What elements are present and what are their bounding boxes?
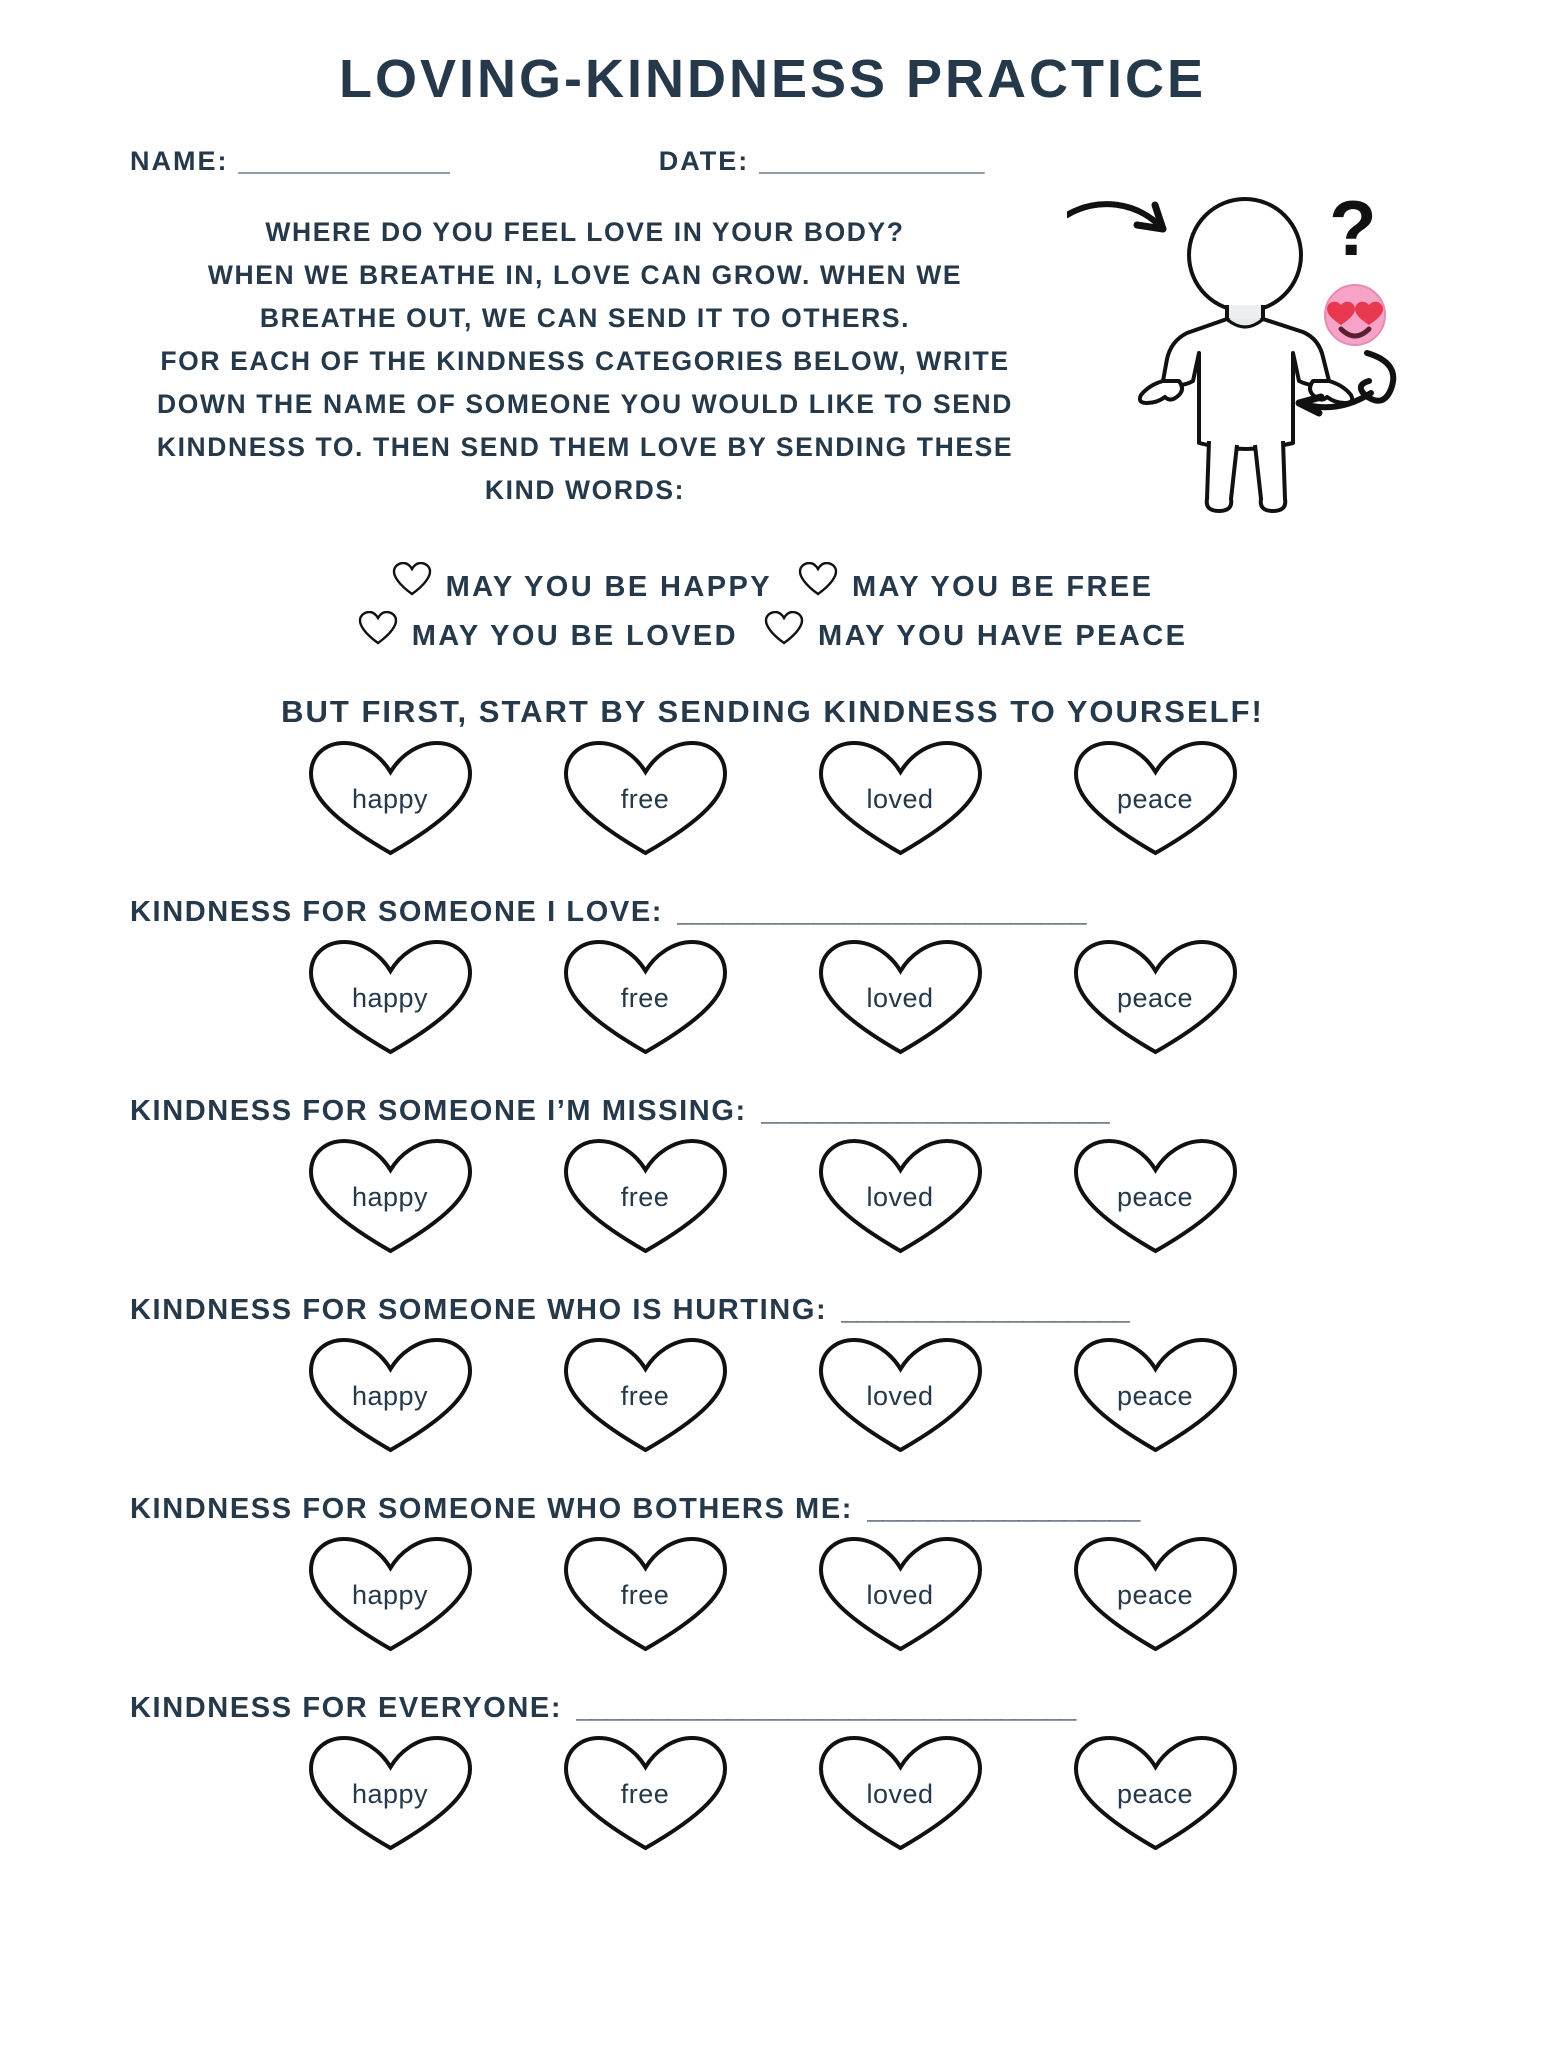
heart-checkbox-loved[interactable] [813,937,988,1057]
intro-section [0,193,1545,512]
heart-word: free [620,783,670,814]
heart-word: happy [351,1778,429,1809]
heart-checkbox-happy[interactable] [303,738,478,858]
bottom-spacer [0,1853,1545,1861]
heart-word: loved [866,783,934,814]
category-input-rule[interactable]: ___________________________ [677,896,1086,928]
heart-word: happy [351,1380,429,1411]
heart-word: loved [866,1181,934,1212]
heart-outline-icon [392,562,432,611]
heart-outline-icon [798,562,838,611]
date-label: DATE: [658,146,750,176]
heart-checkbox-loved[interactable] [813,1136,988,1256]
heart-row-someone-i-love [0,937,1545,1057]
start-instruction: BUT FIRST, START BY SENDING KINDNESS TO YOURSELF! [281,694,1264,729]
heart-checkbox-peace[interactable] [1068,1534,1243,1654]
category-row-everyone[interactable] [0,1692,1545,1725]
page-title: LOVING-KINDNESS PRACTICE [338,49,1207,109]
mantra-text: MAY YOU BE LOVED [411,619,739,652]
heart-checkbox-happy[interactable] [303,937,478,1057]
heart-checkbox-peace[interactable] [1068,738,1243,858]
category-label: KINDNESS FOR EVERYONE: [130,1692,563,1724]
intro-line: KIND WORDS: [484,475,686,505]
heart-checkbox-free[interactable] [558,1136,733,1256]
heart-row-someone-im-missing [0,1136,1545,1256]
category-label: KINDNESS FOR SOMEONE I’M MISSING: [130,1095,747,1127]
heart-checkbox-loved[interactable] [813,1335,988,1455]
mantra-row-2 [0,611,1545,660]
heart-checkbox-happy[interactable] [303,1136,478,1256]
category-input-rule[interactable]: ___________________ [841,1294,1129,1326]
category-row-someone-who-bothers-me[interactable] [0,1493,1545,1526]
heart-checkbox-free[interactable] [558,1534,733,1654]
heart-checkbox-peace[interactable] [1068,1733,1243,1853]
category-row-someone-i-love[interactable] [0,896,1545,929]
mantra-row-1 [0,562,1545,611]
heart-checkbox-peace[interactable] [1068,937,1243,1057]
heart-checkbox-free[interactable] [558,1335,733,1455]
mantra-text: MAY YOU BE HAPPY [445,570,772,603]
heart-outline-icon [358,611,398,660]
heart-checkbox-loved[interactable] [813,1733,988,1853]
date-input-rule[interactable]: ________________ [759,146,984,176]
heart-row-someone-who-is-hurting [0,1335,1545,1455]
intro-line: WHERE DO YOU FEEL LOVE IN YOUR BODY? [265,217,905,247]
heart-row-everyone [0,1733,1545,1853]
intro-line: KINDNESS TO. THEN SEND THEM LOVE BY SENDING THESE [156,432,1014,462]
heart-checkbox-loved[interactable] [813,1534,988,1654]
mantra-item [798,562,1153,611]
heart-word: loved [866,1778,934,1809]
mantras-section [0,562,1545,660]
heart-word: loved [866,1579,934,1610]
category-row-someone-who-is-hurting[interactable] [0,1294,1545,1327]
category-label: KINDNESS FOR SOMEONE WHO IS HURTING: [130,1294,828,1326]
heart-word: peace [1116,982,1194,1013]
standing-person-figure [1067,193,1487,513]
heart-word: peace [1116,1778,1194,1809]
heart-checkbox-peace[interactable] [1068,1335,1243,1455]
heart-checkbox-happy[interactable] [303,1534,478,1654]
mantra-item [392,562,772,611]
heart-word: happy [351,1579,429,1610]
heart-checkbox-happy[interactable] [303,1335,478,1455]
mantra-text: MAY YOU BE FREE [851,570,1154,603]
heart-word: free [620,1181,670,1212]
intro-line: FOR EACH OF THE KINDNESS CATEGORIES BELOW, WRITE [160,346,1010,376]
smiling-face-with-hearts-emoji [1325,285,1385,345]
heart-word: free [620,982,670,1013]
heart-checkbox-free[interactable] [558,1733,733,1853]
mantra-item [358,611,738,660]
heart-word: peace [1116,783,1194,814]
heart-row-someone-who-bothers-me [0,1534,1545,1654]
heart-checkbox-free[interactable] [558,937,733,1057]
heart-word: peace [1116,1579,1194,1610]
heart-outline-icon [764,611,804,660]
name-label: NAME: [130,146,229,176]
mantra-text: MAY YOU HAVE PEACE [818,619,1188,652]
illustration [1067,193,1487,493]
heart-word: happy [351,1181,429,1212]
intro-line: DOWN THE NAME OF SOMEONE YOU WOULD LIKE TO SEND [157,389,1013,419]
heart-checkbox-happy[interactable] [303,1733,478,1853]
intro-text [55,211,1115,512]
heart-row-self [0,738,1545,858]
category-label: KINDNESS FOR SOMEONE WHO BOTHERS ME: [130,1493,854,1525]
heart-checkbox-loved[interactable] [813,738,988,858]
heart-word: free [620,1579,670,1610]
curved-arrow-pointing-right [1067,204,1163,229]
heart-word: free [620,1778,670,1809]
heart-word: peace [1116,1181,1194,1212]
category-input-rule[interactable]: __________________ [867,1493,1140,1525]
category-label: KINDNESS FOR SOMEONE I LOVE: [130,896,664,928]
category-row-someone-im-missing[interactable] [0,1095,1545,1128]
heart-word: happy [351,982,429,1013]
heart-checkbox-peace[interactable] [1068,1136,1243,1256]
intro-line: BREATHE OUT, WE CAN SEND IT TO OTHERS. [259,303,911,333]
mantra-item [764,611,1187,660]
heart-checkbox-free[interactable] [558,738,733,858]
category-input-rule[interactable]: _______________________ [760,1095,1109,1127]
name-input-rule[interactable]: _______________ [238,146,449,176]
name-field-group[interactable] [130,146,449,177]
heart-word: peace [1116,1380,1194,1411]
question-mark: ? [1329,193,1377,272]
intro-line: WHEN WE BREATHE IN, LOVE CAN GROW. WHEN WE [207,260,963,290]
name-date-row [0,146,1545,177]
heart-word: loved [866,1380,934,1411]
date-field-group[interactable] [659,146,984,177]
worksheet-page [0,48,1545,2048]
category-input-rule[interactable]: _________________________________ [576,1692,1076,1724]
heart-word: loved [866,982,934,1013]
heart-word: happy [351,783,429,814]
heart-word: free [620,1380,670,1411]
